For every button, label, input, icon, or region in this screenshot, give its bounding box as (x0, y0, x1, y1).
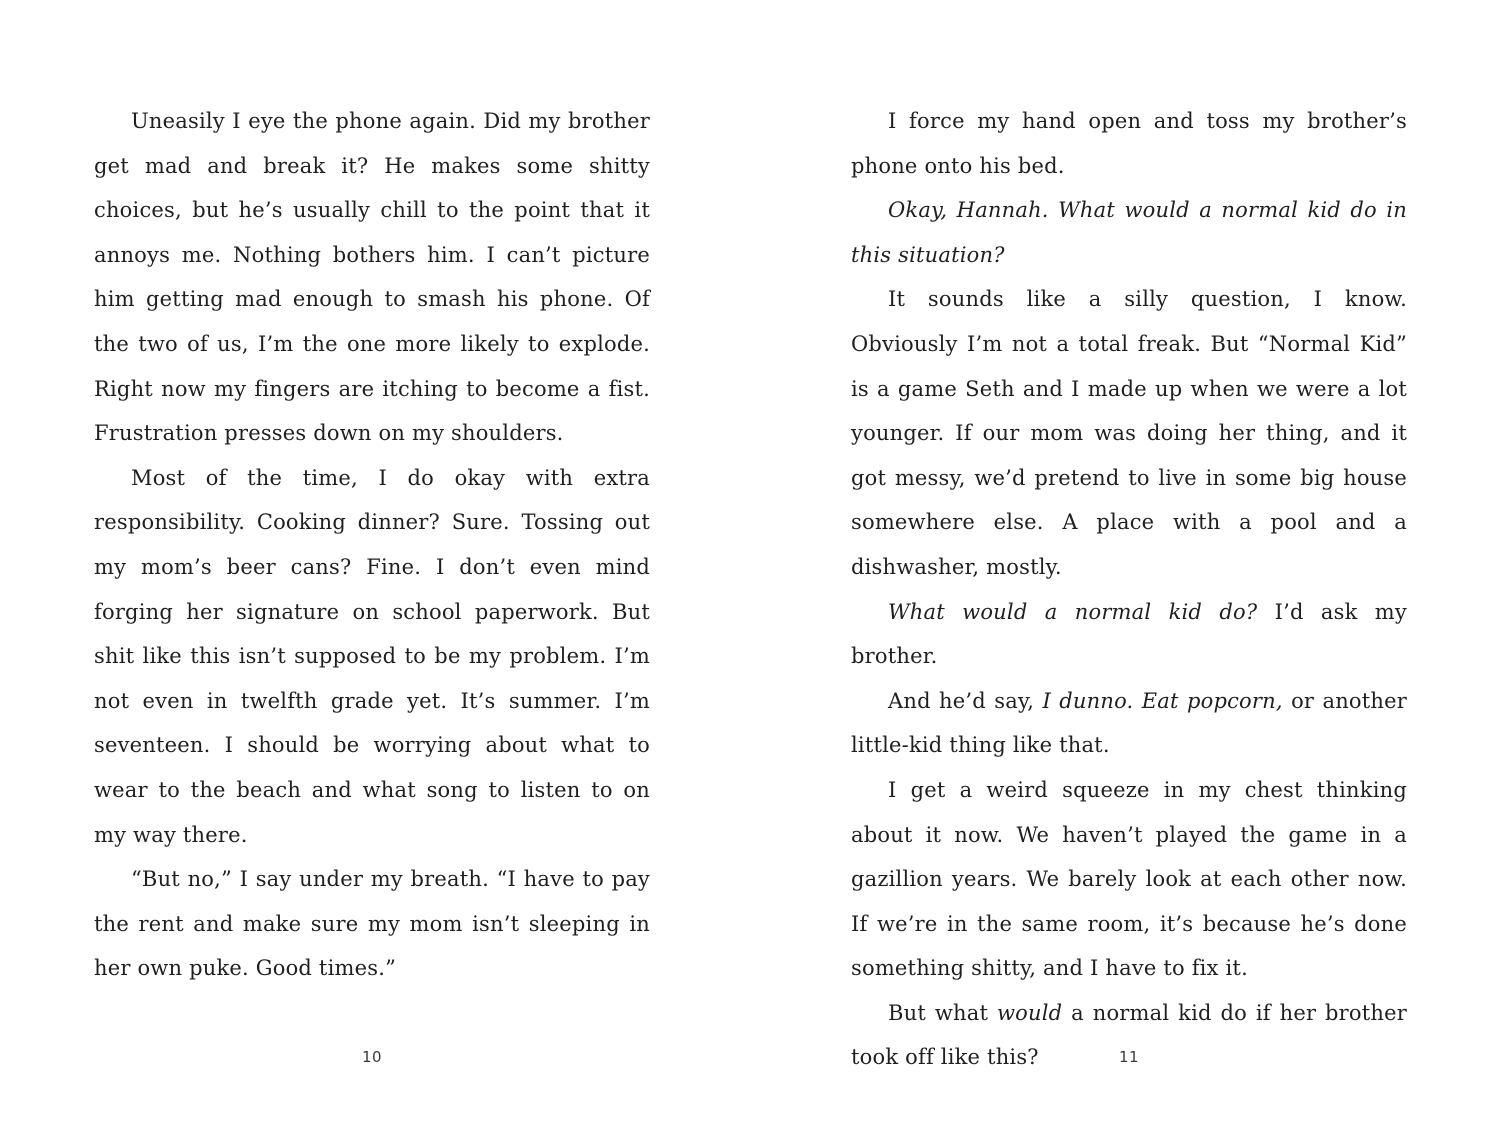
paragraph (851, 99, 1407, 188)
page-left-text (94, 99, 650, 991)
paragraph (851, 277, 1407, 589)
page-number-right: 11 (1118, 1048, 1140, 1066)
paragraph (851, 768, 1407, 991)
text-run: And he’d say, (888, 688, 1043, 713)
italic-text-run: Okay, Hannah. What would a normal kid do in this situation? (851, 198, 1407, 267)
paragraph (94, 456, 650, 857)
text-run: “But no,” I say under my breath. “I have to pay the rent and make sure my mom isn’t sleeping in her own puke. Good times.” (94, 867, 650, 981)
text-run: Most of the time, I do okay with extra responsibility. Cooking dinner? Sure. Tossing out my mom’s beer cans? Fine. I don’t even mind forging her signature on school paperwork. But shit like this isn’t supposed to be my problem. I’m not even in twelfth grade yet. It’s summer. I’m seventeen. I should be worrying about what to wear to the beach and what song to listen to on my way there. (94, 465, 650, 847)
paragraph (851, 590, 1407, 679)
text-run: or another little-kid thing like that. (851, 688, 1408, 758)
text-run: a normal kid do if her brother took off like this? (851, 1000, 1407, 1070)
page-number-left: 10 (361, 1048, 383, 1066)
text-run: Uneasily I eye the phone again. Did my brother get mad and break it? He makes some shitty choices, but he’s usually chill to the point that it annoys me. Nothing bothers him. I can’t picture him getting mad enough to smash his phone. Of the two of us, I’m the one more likely to explode. Right now my fingers are itching to become a fist. Frustration presses down on my shoulders. (94, 109, 650, 446)
paragraph (851, 188, 1407, 277)
paragraph (851, 679, 1407, 768)
italic-text-run: would (996, 1000, 1063, 1025)
text-run: I get a weird squeeze in my chest thinking about it now. We haven’t played the game in a gazillion years. We barely look at each other now. If we’re in the same room, it’s because he’s done something shitty, and I have to fix it. (851, 777, 1407, 981)
text-run: I’d ask my brother. (851, 599, 1407, 669)
paragraph (94, 857, 650, 991)
italic-text-run: I dunno. Eat popcorn, (1042, 688, 1283, 713)
page-right (851, 99, 1407, 1080)
italic-text-run: What would a normal kid do? (888, 599, 1258, 624)
text-run: But what (888, 1000, 997, 1025)
page-left (94, 99, 650, 991)
paragraph (851, 991, 1407, 1080)
text-run: It sounds like a silly question, I know. Obviously I’m not a total freak. But “Normal Kid” is a game Seth and I made up when we were a lot younger. If our mom was doing her thing, and it got messy, we’d pretend to live in some big house somewhere else. A place with a pool and a dishwasher, mostly. (851, 287, 1407, 579)
paragraph (94, 99, 650, 456)
page-right-text (851, 99, 1407, 1080)
text-run: I force my hand open and toss my brother’s phone onto his bed. (851, 109, 1407, 178)
